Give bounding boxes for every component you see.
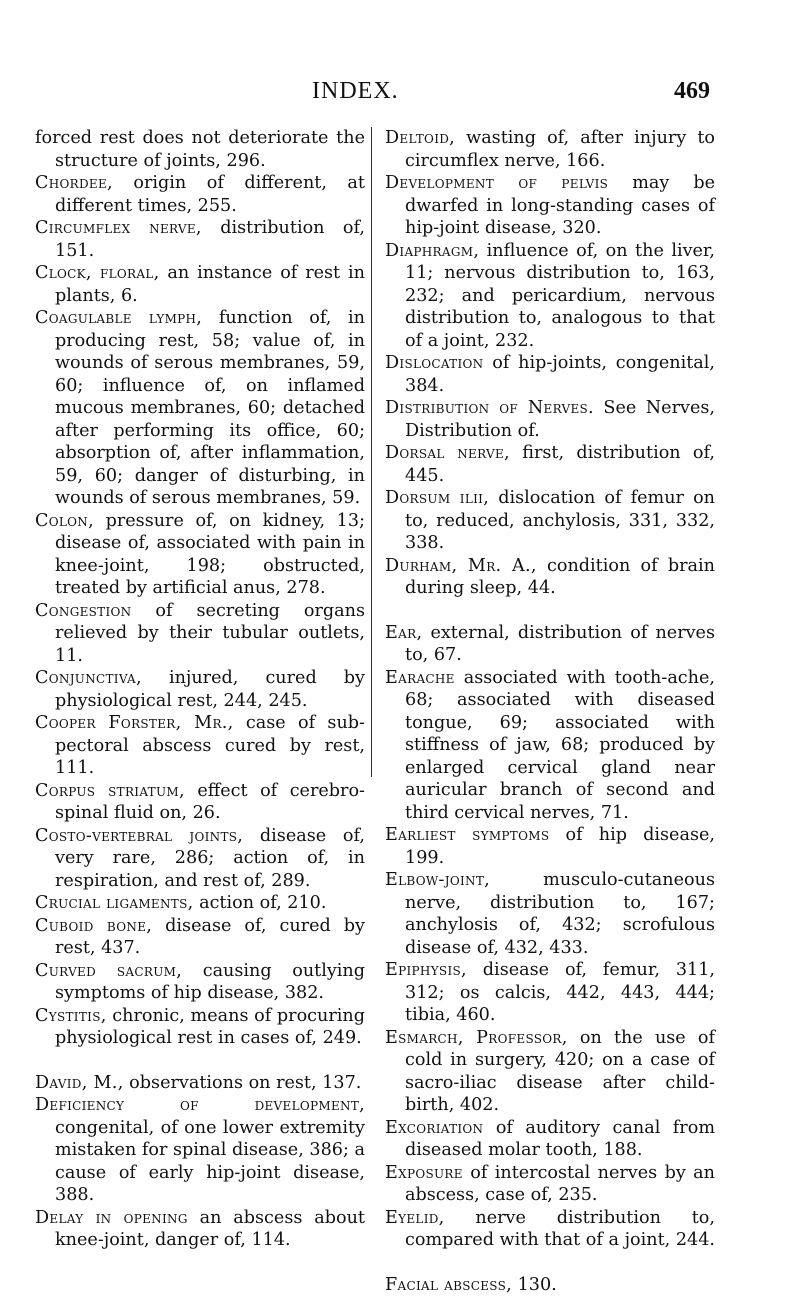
entry-heading: Deficiency of development,	[35, 1095, 365, 1115]
entry-text: dislocation of femur on to, reduced, anchylosis, 331, 332, 338.	[405, 488, 715, 553]
entry-heading: Delay in opening	[35, 1208, 188, 1228]
entry-text: origin of different, at different times, 255.	[55, 173, 365, 216]
entry-text: function of, in producing rest, 58; value of, in wounds of serous membranes, 59, 60; influence of, on inflamed mucous membranes, 60; detached after performing its office, 60; absorption of, after inflammation, 59, 60; danger of disturbing, in wounds of serous membranes, 59.	[55, 308, 365, 508]
entry-heading: Cooper Forster, Mr.,	[35, 713, 234, 733]
index-entry	[35, 217, 365, 262]
running-head-title: INDEX.	[312, 78, 399, 105]
index-entry	[35, 307, 365, 510]
entry-text: associated with tooth-ache, 68; associated with diseased tongue, 69; associated with stiffness of jaw, 68; produced by enlarged cervical gland near auricular branch of second and third cervical nerves, 71.	[405, 668, 715, 823]
index-entry	[35, 510, 365, 600]
index-entry	[35, 1094, 365, 1207]
index-entry	[35, 892, 365, 915]
left-index-column	[35, 127, 365, 1252]
entry-text: action of, 210.	[193, 893, 326, 913]
entry-heading: Corpus striatum,	[35, 781, 185, 801]
entry-text: an abscess about knee-joint, danger of, 114.	[55, 1208, 365, 1251]
entry-text: of secreting organs relieved by their tubular outlets, 11.	[55, 601, 365, 666]
index-entry	[385, 869, 715, 959]
entry-heading: Elbow-joint,	[385, 870, 490, 890]
entry-heading: Clock, floral,	[35, 263, 160, 283]
index-entry	[385, 667, 715, 825]
entry-heading: Coagulable lymph,	[35, 308, 202, 328]
entry-heading: David, M.,	[35, 1073, 124, 1093]
entry-heading: Durham, Mr. A.,	[385, 556, 537, 576]
index-entry	[385, 1162, 715, 1207]
entry-text: disease of, very rare, 286; action of, in respiration, and rest of, 289.	[55, 826, 365, 891]
entry-heading: Excoriation	[385, 1118, 483, 1138]
entry-text: influence of, on the liver, 11; nervous distribution to, 163, 232; and pericardium, nervous distribution to, analogous to that of a joint, 232.	[405, 241, 715, 351]
entry-heading: Cystitis,	[35, 1006, 107, 1026]
entry-heading: Dorsal nerve,	[385, 443, 510, 463]
index-entry	[385, 622, 715, 667]
entry-text: pressure of, on kidney, 13; disease of, associated with pain in knee-joint, 198; obstructed, treated by artificial anus, 278.	[55, 511, 365, 599]
entry-heading: Circumflex nerve,	[35, 218, 202, 238]
index-entry	[35, 780, 365, 825]
index-entry	[35, 1005, 365, 1050]
index-entry	[385, 487, 715, 555]
index-entry	[35, 1207, 365, 1252]
index-entry	[35, 712, 365, 780]
running-head	[0, 78, 800, 108]
index-entry	[35, 600, 365, 668]
index-entry	[385, 442, 715, 487]
index-entry	[385, 959, 715, 1027]
index-entry	[385, 1274, 715, 1296]
index-entry	[385, 352, 715, 397]
entry-heading: Facial abscess,	[385, 1275, 512, 1295]
entry-text: on the use of cold in surgery, 420; on a case of sacro-iliac disease after child-birth, 402.	[405, 1028, 715, 1116]
entry-text: causing outlying symptoms of hip disease, 382.	[55, 961, 365, 1004]
entry-heading: Exposure	[385, 1163, 463, 1183]
entry-text: of hip-joints, congenital, 384.	[405, 353, 715, 396]
entry-heading: Dislocation	[385, 353, 483, 373]
entry-heading: Epiphysis,	[385, 960, 467, 980]
entry-text: musculo-cutaneous nerve, distribution to, 167; anchylosis of, 432; scrofulous disease of, 432, 433.	[405, 870, 715, 958]
entry-text: nerve distribution to, compared with that of a joint, 244.	[405, 1208, 715, 1251]
entry-text: effect of cerebro-spinal fluid on, 26.	[55, 781, 365, 824]
index-entry	[385, 1027, 715, 1117]
index-entry	[385, 824, 715, 869]
right-index-column	[385, 127, 715, 1296]
index-entry	[35, 1072, 365, 1095]
entry-text: forced rest does not deteriorate the structure of joints, 296.	[35, 128, 365, 171]
entry-text: 130.	[512, 1275, 557, 1295]
entry-text: distribution of, 151.	[55, 218, 365, 261]
index-entry	[35, 667, 365, 712]
index-entry	[35, 825, 365, 893]
index-entry	[35, 960, 365, 1005]
entry-heading: Distribution of Nerves.	[385, 398, 594, 418]
entry-text: chronic, means of procuring physiological rest in cases of, 249.	[55, 1006, 365, 1049]
entry-text: See Nerves, Distribution of.	[405, 398, 715, 441]
entry-heading: Dorsum ilii,	[385, 488, 489, 508]
entry-heading: Esmarch, Professor,	[385, 1028, 568, 1048]
index-entry	[35, 127, 365, 172]
entry-heading: Deltoid,	[385, 128, 455, 148]
entry-text: disease of, femur, 311, 312; os calcis, 442, 443, 444; tibia, 460.	[405, 960, 715, 1025]
entry-text: first, distribution of, 445.	[405, 443, 715, 486]
entry-text: of intercostal nerves by an abscess, case of, 235.	[405, 1163, 715, 1206]
entry-heading: Conjunctiva,	[35, 668, 142, 688]
entry-heading: Eyelid,	[385, 1208, 445, 1228]
entry-heading: Earache	[385, 668, 455, 688]
entry-text: congenital, of one lower extremity mistaken for spinal disease, 386; a cause of early hip-joint disease, 388.	[55, 1118, 365, 1206]
entry-text: of auditory canal from diseased molar tooth, 188.	[405, 1118, 715, 1161]
entry-text: of hip disease, 199.	[405, 825, 715, 868]
entry-text: an instance of rest in plants, 6.	[55, 263, 365, 306]
entry-heading: Congestion	[35, 601, 131, 621]
index-entry	[385, 1117, 715, 1162]
entry-text: injured, cured by physiological rest, 244, 245.	[55, 668, 365, 711]
index-entry	[385, 397, 715, 442]
entry-text: case of sub-pectoral abscess cured by rest, 111.	[55, 713, 365, 778]
index-entry	[385, 1207, 715, 1252]
index-entry	[385, 172, 715, 240]
index-entry	[385, 555, 715, 600]
entry-heading: Colon,	[35, 511, 94, 531]
index-entry	[385, 240, 715, 353]
index-entry	[35, 172, 365, 217]
entry-heading: Earliest symptoms	[385, 825, 549, 845]
entry-heading: Development of pelvis	[385, 173, 608, 193]
entry-heading: Ear,	[385, 623, 422, 643]
index-entry	[385, 127, 715, 172]
page-number: 469	[674, 78, 710, 105]
index-entry	[35, 915, 365, 960]
entry-text: external, distribution of nerves to, 67.	[405, 623, 715, 666]
entry-heading: Chordee,	[35, 173, 113, 193]
entry-heading: Cuboid bone,	[35, 916, 152, 936]
entry-heading: Curved sacrum,	[35, 961, 182, 981]
entry-text: wasting of, after injury to circumflex nerve, 166.	[405, 128, 715, 171]
column-divider	[371, 127, 372, 777]
entry-text: disease of, cured by rest, 437.	[55, 916, 365, 959]
entry-text: observations on rest, 137.	[124, 1073, 362, 1093]
entry-text: condition of brain during sleep, 44.	[405, 556, 715, 599]
entry-text: may be dwarfed in long-standing cases of hip-joint disease, 320.	[405, 173, 715, 238]
entry-heading: Diaphragm,	[385, 241, 479, 261]
entry-heading: Costo-vertebral joints,	[35, 826, 243, 846]
entry-heading: Crucial ligaments,	[35, 893, 193, 913]
index-entry	[35, 262, 365, 307]
